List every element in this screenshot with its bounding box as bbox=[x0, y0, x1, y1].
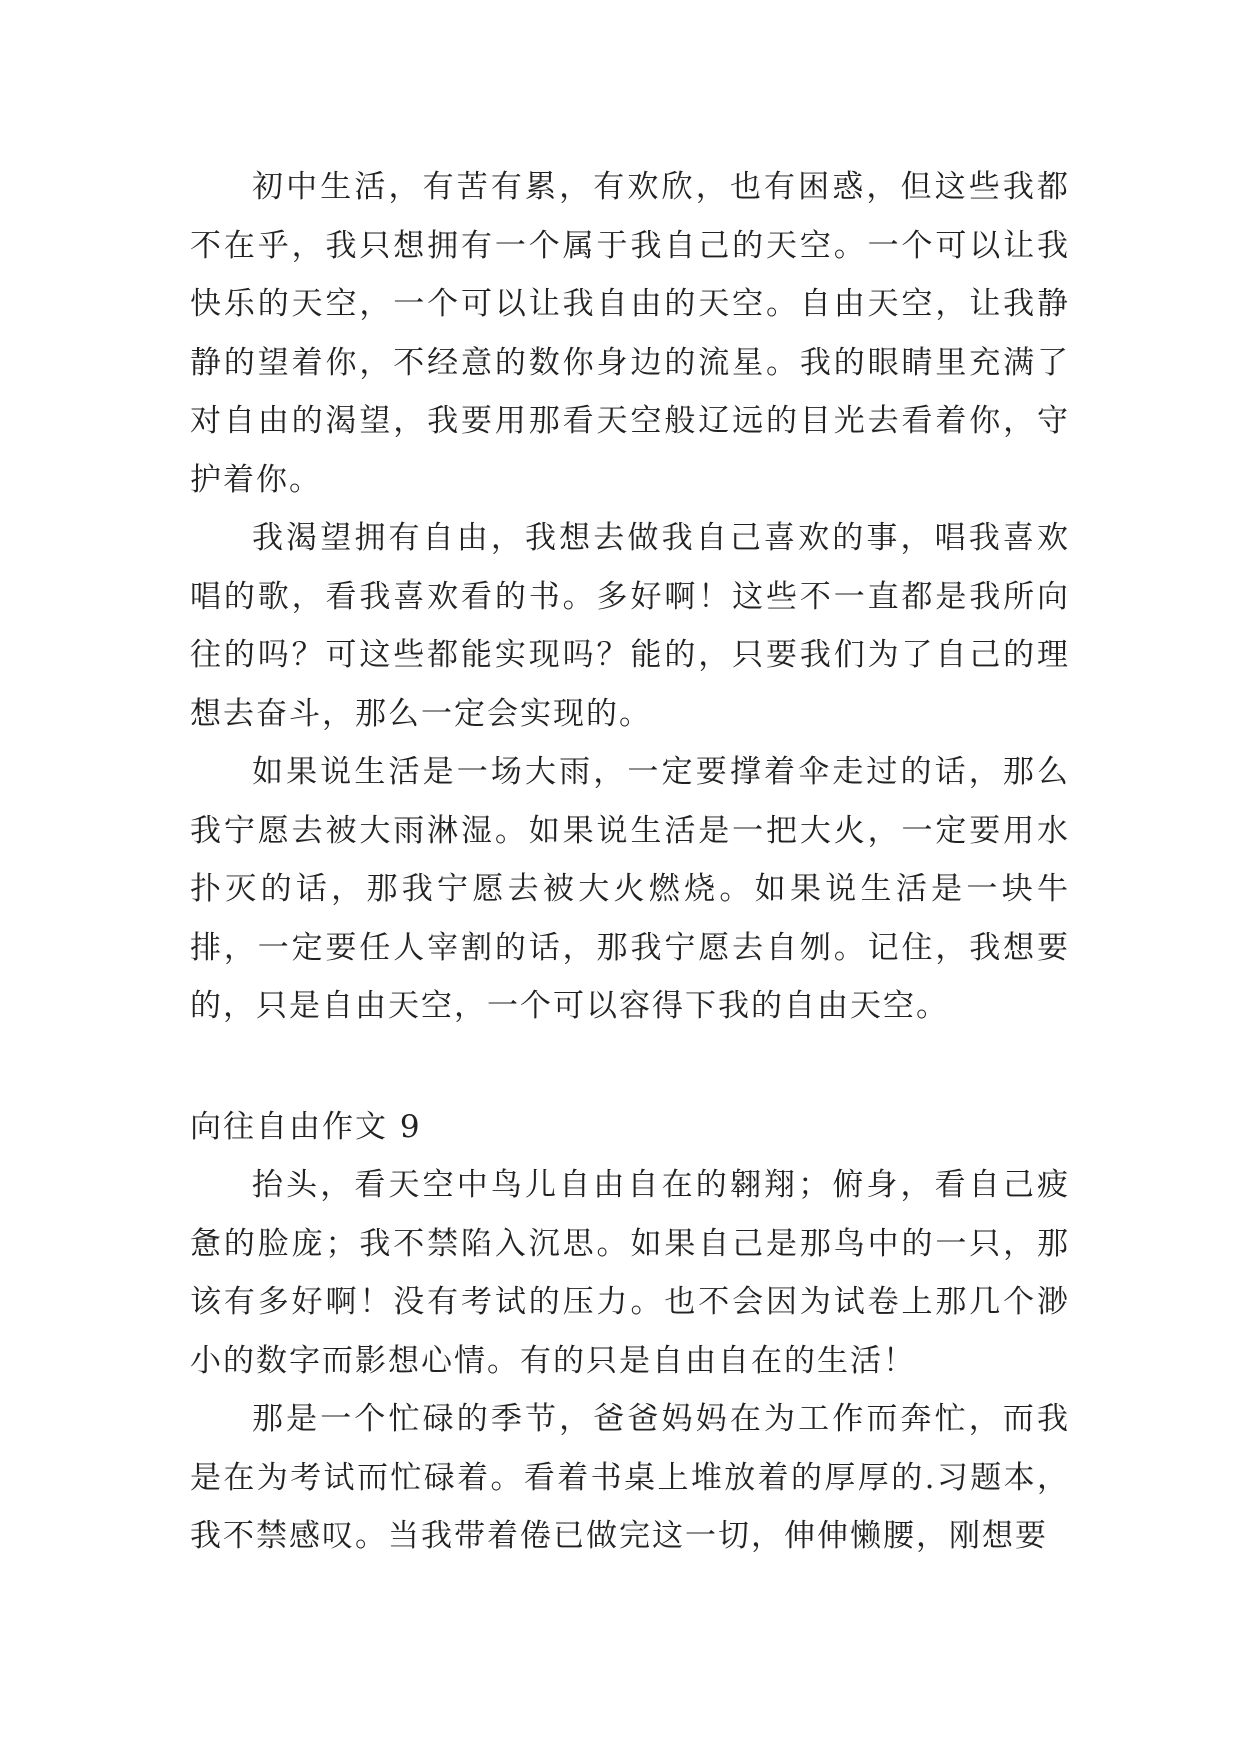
paragraph: 如果说生活是一场大雨，一定要撑着伞走过的话，那么我宁愿去被大雨淋湿。如果说生活是一把大火，一定要用水扑灭的话，那我宁愿去被大火燃烧。如果说生活是一块牛排，一定要任人宰割的话，那我宁愿去自刎。记住，我想要的，只是自由天空，一个可以容得下我的自由天空。 bbox=[190, 754, 1070, 1024]
paragraph: 那是一个忙碌的季节，爸爸妈妈在为工作而奔忙，而我是在为考试而忙碌着。看着书桌上堆放着的厚厚的.习题本，我不禁感叹。当我带着倦已做完这一切，伸伸懒腰，刚想要 bbox=[190, 1401, 1070, 1554]
paragraph: 初中生活，有苦有累，有欢欣，也有困惑，但这些我都不在乎，我只想拥有一个属于我自己的天空。一个可以让我快乐的天空，一个可以让我自由的天空。自由天空，让我静静的望着你，不经意的数你身边的流星。我的眼睛里充满了对自由的渴望，我要用那看天空般辽远的目光去看着你，守护着你。 bbox=[190, 169, 1070, 498]
paragraph: 我渴望拥有自由，我想去做我自己喜欢的事，唱我喜欢唱的歌，看我喜欢看的书。多好啊！这些不一直都是我所向往的吗？可这些都能实现吗？能的，只要我们为了自己的理想去奋斗，那么一定会实现的。 bbox=[190, 520, 1070, 732]
paragraph: 抬头，看天空中鸟儿自由自在的翱翔；俯身，看自己疲惫的脸庞；我不禁陷入沉思。如果自己是那鸟中的一只，那该有多好啊！没有考试的压力。也不会因为试卷上那几个渺小的数字而影想心情。有的只是自由自在的生活！ bbox=[190, 1167, 1070, 1379]
document-body bbox=[190, 158, 1070, 1566]
section-title: 向往自由作文 9 bbox=[190, 1108, 422, 1145]
